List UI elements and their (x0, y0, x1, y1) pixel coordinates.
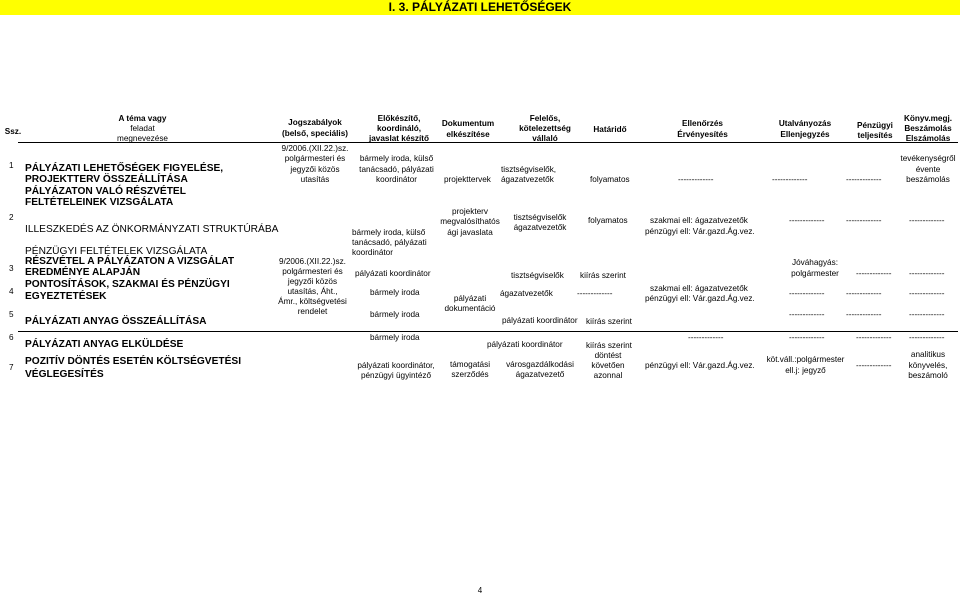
page-title: I. 3. PÁLYÁZATI LEHETŐSÉGEK (388, 0, 572, 14)
row5-tema: PÁLYÁZATI ANYAG ÖSSZEÁLLÍTÁSA (25, 316, 207, 327)
header-fel-1: Felelős, (529, 114, 561, 123)
row7-konyv-3: beszámoló (908, 371, 948, 380)
row7-hat-1: döntést (594, 351, 622, 360)
row3-tema-1: PÉNZÜGYI FELTÉTELEK VIZSGÁLATA (25, 246, 208, 257)
header-dok-1: Dokumentum (441, 119, 495, 128)
header-elok-3: javaslat készítő (368, 134, 430, 143)
row1-konyv-1: tevékenységről (900, 154, 956, 163)
row1-elok-3: koordinátor (376, 175, 417, 184)
header-jog-2: (belső, speciális) (282, 129, 348, 138)
row2-tema-3: ILLESZKEDÉS AZ ÖNKORMÁNYZATI STRUKTÚRÁBA (25, 224, 279, 235)
row1-fel-2: ágazatvezetők (501, 175, 554, 184)
row6-fel: pályázati koordinátor (487, 340, 563, 349)
row3-fel: tisztségviselők (511, 271, 564, 280)
row6-hat: kiírás szerint (586, 341, 632, 350)
row-number: 3 (9, 264, 14, 273)
header-ell-1: Ellenőrzés (682, 119, 723, 128)
header-penz-2: teljesítés (857, 131, 893, 140)
row7-dok-1: támogatási (449, 360, 491, 369)
row4-hat: ------------- (577, 289, 613, 298)
row1-konyv-2: évente (915, 165, 941, 174)
row1-elok-2: tanácsadó, pályázati (359, 165, 434, 174)
row7-elok-1: pályázati koordinátor, (357, 361, 435, 370)
row5-utal: ------------- (789, 310, 825, 319)
row3-jog-1: 9/2006.(XII.22.)sz. (279, 257, 346, 266)
header-tema-2: feladat (130, 124, 155, 133)
header-ssz: Ssz. (4, 127, 22, 136)
row5-konyv: ------------- (909, 310, 945, 319)
row-number: 6 (9, 333, 14, 342)
row4-tema-1: PONTOSÍTÁSOK, SZAKMAI ÉS PÉNZÜGYI (25, 279, 230, 290)
row3-jog-3: jegyzői közös (287, 277, 338, 286)
row2-ell-1: szakmai ell: ágazatvezetők (650, 216, 748, 225)
row3-jog-2: polgármesteri és (282, 267, 343, 276)
row7-tema-2: VÉGLEGESÍTÉS (25, 369, 104, 380)
header-konyv-1: Könyv.megj. (903, 114, 953, 123)
header-elok-2: koordináló, (376, 124, 422, 133)
row1-tema-2: PROJEKTTERV ÖSSZEÁLLÍTÁSA (25, 174, 188, 185)
row1-hat: folyamatos (590, 175, 630, 184)
row7-fel-1: városgazdálkodási (506, 360, 574, 369)
row2-ell-2: pénzügyi ell: Vár.gazd.Ág.vez. (645, 227, 755, 236)
row5-penz: ------------- (846, 310, 882, 319)
row7-dok-2: szerződés (451, 370, 489, 379)
row3-jog-4: utasítás, Áht., (287, 287, 338, 296)
header-hatarido: Határidő (593, 125, 627, 134)
row3-tema-2: RÉSZVÉTEL A PÁLYÁZATON A VIZSGÁLAT (25, 256, 235, 267)
header-ell-2: Érvényesítés (677, 130, 728, 139)
header-utal-1: Utalványozás (778, 119, 832, 128)
row7-utal-1: köt.váll.:polgármester (766, 355, 845, 364)
header-konyv-3: Elszámolás (905, 134, 951, 143)
row2-konyv: ------------- (909, 216, 945, 225)
row6-konyv: ------------- (909, 333, 945, 342)
header-tema-1: A téma vagy (118, 114, 167, 123)
row1-jog-1: 9/2006.(XII.22.)sz. (281, 144, 349, 153)
row6-ell: ------------- (688, 333, 724, 342)
row6-elok: bármely iroda (370, 333, 420, 342)
row2-dok-1: projekterv (452, 207, 488, 216)
row-number: 5 (9, 310, 14, 319)
row4-konyv: ------------- (909, 289, 945, 298)
row2-tema-2: FELTÉTELEINEK VIZSGÁLATA (25, 197, 174, 208)
row-number: 7 (9, 363, 14, 372)
row2-hat: folyamatos (588, 216, 628, 225)
row4-fel: ágazatvezetők (500, 289, 553, 298)
row7-konyv-2: könyvelés, (908, 361, 948, 370)
header-fel-2: kötelezettség (519, 124, 571, 133)
row2-dok-2: megvalósíthatós (440, 217, 500, 226)
row3-elok: pályázati koordinátor (355, 269, 431, 278)
row7-tema-1: POZITÍV DÖNTÉS ESETÉN KÖLTSÉGVETÉSI (25, 356, 242, 367)
row5-hat: kiírás szerint (586, 317, 632, 326)
header-utal-2: Ellenjegyzés (780, 130, 830, 139)
row1-ell: ------------- (678, 175, 714, 184)
row1-dok: projekttervek (444, 175, 491, 184)
row3-utal-1: Jóváhagyás: (792, 258, 838, 267)
row1-penz: ------------- (846, 175, 882, 184)
row4-elok: bármely iroda (370, 288, 420, 297)
row2-elok-1: bármely iroda, külső (352, 228, 426, 237)
row2-elok-2: tanácsadó, pályázati (352, 238, 427, 247)
row1-jog-4: utasítás (300, 175, 330, 184)
row-number: 2 (9, 213, 14, 222)
page-number: 4 (477, 586, 483, 595)
header-tema-3: megnevezése (117, 134, 168, 143)
row3-jog-5: Ámr., költségvetési (278, 297, 347, 306)
row3-tema-3: EREDMÉNYE ALAPJÁN (25, 267, 141, 278)
row7-konyv-1: analitikus (910, 350, 946, 359)
row4-dok-1: pályázati (453, 294, 487, 303)
row6-utal: ------------- (789, 333, 825, 342)
row1-elok-1: bármely iroda, külső (359, 154, 434, 163)
row2-penz: ------------- (846, 216, 882, 225)
row6-penz: ------------- (856, 333, 892, 342)
row2-elok-3: koordinátor (352, 248, 393, 257)
row4-utal: ------------- (789, 289, 825, 298)
row7-fel-2: ágazatvezető (515, 370, 565, 379)
row7-ell: pénzügyi ell: Vár.gazd.Ág.vez. (645, 361, 755, 370)
row1-tema-1: PÁLYÁZATI LEHETŐSÉGEK FIGYELÉSE, (25, 163, 224, 174)
row2-fel-2: ágazatvezetők (513, 223, 567, 232)
row2-dok-3: ági javaslata (447, 228, 493, 237)
row7-elok-2: pénzügyi ügyintéző (360, 371, 432, 380)
header-konyv-2: Beszámolás (904, 124, 952, 133)
row1-konyv-3: beszámolás (906, 175, 950, 184)
row3-penz: ------------- (856, 269, 892, 278)
row4-penz: ------------- (846, 289, 882, 298)
row5-elok: bármely iroda (370, 310, 420, 319)
row3-hat: kiírás szerint (580, 271, 626, 280)
row-rule (18, 331, 958, 332)
row2-utal: ------------- (789, 216, 825, 225)
row-number: 4 (9, 287, 14, 296)
row4-ell-1: szakmai ell: ágazatvezetők (650, 284, 748, 293)
row6-tema: PÁLYÁZATI ANYAG ELKÜLDÉSE (25, 339, 184, 350)
header-dok-2: elkészítése (446, 130, 490, 139)
row7-hat-3: azonnal (593, 371, 623, 380)
row1-fel-1: tisztségviselők, (501, 165, 557, 174)
header-elok-1: Előkészítő, (377, 114, 421, 123)
row2-fel-1: tisztségviselők (513, 213, 567, 222)
row2-tema-1: PÁLYÁZATON VALÓ RÉSZVÉTEL (25, 186, 186, 197)
row4-tema-2: EGYEZTETÉSEK (25, 291, 107, 302)
row4-dok-2: dokumentáció (444, 304, 496, 313)
header-jog-1: Jogszabályok (288, 118, 342, 127)
row3-utal-2: polgármester (791, 269, 839, 278)
row7-penz: ------------- (856, 361, 892, 370)
row4-ell-2: pénzügyi ell: Vár.gazd.Ág.vez. (645, 294, 755, 303)
row1-jog-2: polgármesteri és (284, 154, 346, 163)
row1-utal: ------------- (772, 175, 808, 184)
header-penz-1: Pénzügyi (857, 121, 893, 130)
row7-utal-2: ell.j: jegyző (785, 366, 826, 375)
row7-hat-2: követően (591, 361, 625, 370)
row3-jog-6: rendelet (297, 307, 328, 316)
row3-konyv: ------------- (909, 269, 945, 278)
row5-fel: pályázati koordinátor (502, 316, 578, 325)
row-number: 1 (9, 161, 14, 170)
header-fel-3: vállaló (532, 134, 558, 143)
row1-jog-3: jegyzői közös (290, 165, 340, 174)
